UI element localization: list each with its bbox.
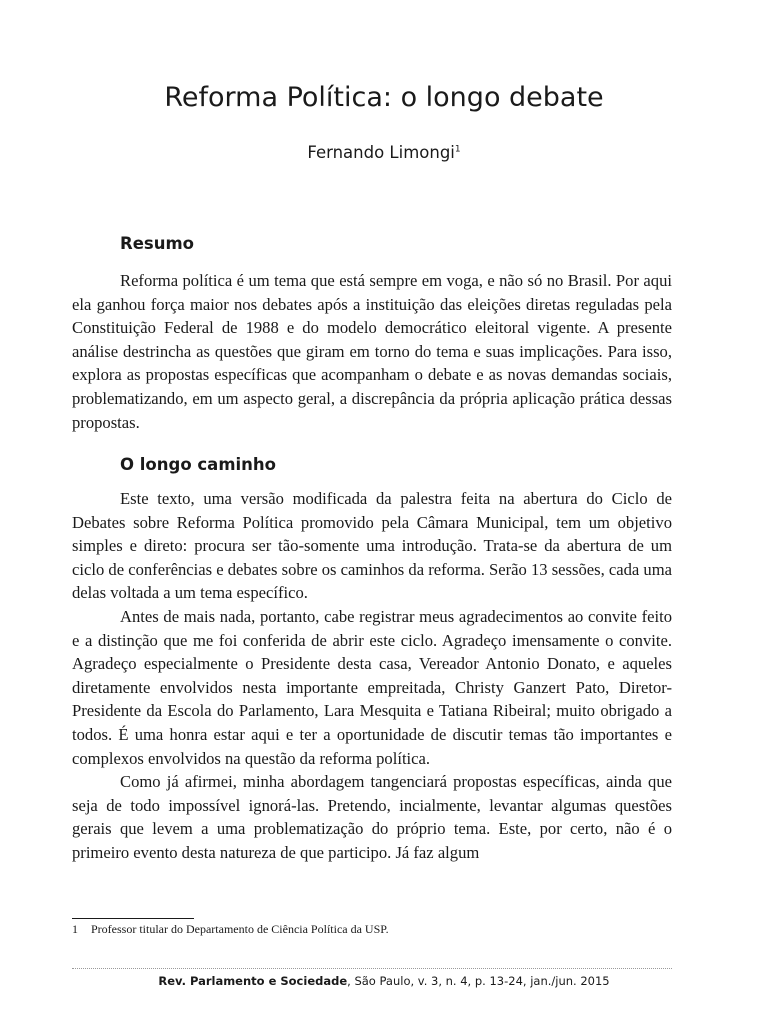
footnote-divider <box>72 918 194 919</box>
footer-citation: , São Paulo, v. 3, n. 4, p. 13-24, jan./jun. 2015 <box>347 974 610 988</box>
page-footer <box>0 974 768 988</box>
section-heading-resumo: Resumo <box>120 234 194 253</box>
body-paragraph: Como já afirmei, minha abordagem tangenciará propostas específicas, ainda que seja de todo impossível ignorá-las. Pretendo, incialmente, levantar algumas questões gerais que levem a uma problematização do próprio tema. Este, por certo, não é o primeiro evento desta natureza de que participo. Já faz algum <box>72 772 672 862</box>
article-title: Reforma Política: o longo debate <box>164 82 604 113</box>
abstract-text <box>72 269 672 434</box>
body-paragraph: Antes de mais nada, portanto, cabe registrar meus agradecimentos ao convite feito e a distinção que me foi conferida de abrir este ciclo. Agradeço imensamente o convite. Agradeço especialmente o Presidente desta casa, Vereador Antonio Donato, e aqueles diretamente envolvidos nesta importante empreitada, Christy Ganzert Pato, Diretor-Presidente da Escola do Parlamento, Lara Mesquita e Tatiana Ribeiral; muito obrigado a todos. É uma honra estar aqui e ter a oportunidade de discutir temas tão importantes e complexos envolvidos na questão da reforma política. <box>72 606 672 768</box>
footnote <box>72 922 672 937</box>
author-footnote-mark[interactable]: 1 <box>454 144 461 155</box>
footer-divider <box>72 968 672 969</box>
footer-journal: Rev. Parlamento e Sociedade <box>158 974 348 988</box>
body-paragraph: Este texto, uma versão modificada da palestra feita na abertura do Ciclo de Debates sobre Reforma Política promovido pela Câmara Municipal, tem um objetivo simples e direto: procura ser tão-somente uma introdução. Trata-se da abertura de um ciclo de conferências e debates sobre os caminhos da reforma. Serão 13 sessões, cada uma delas voltada a um tema específico. <box>72 489 672 603</box>
footnote-text: Professor titular do Departamento de Ciência Política da USP. <box>91 922 389 936</box>
article-author <box>0 143 768 162</box>
author-name: Fernando Limongi <box>307 143 455 162</box>
abstract-paragraph: Reforma política é um tema que está sempre em voga, e não só no Brasil. Por aqui ela ganhou força maior nos debates após a instituição das eleições diretas reguladas pela Constituição Federal de 1988 e do modelo democrático eleitoral vigente. A presente análise destrincha as questões que giram em torno do tema e suas implicações. Para isso, explora as propostas específicas que acompanham o debate e as novas demandas sociais, problematizando, em um aspecto geral, a discrepância da própria aplicação prática dessas propostas. <box>72 271 672 432</box>
section-heading-caminho: O longo caminho <box>120 455 276 474</box>
body-text <box>72 487 672 865</box>
footnote-number: 1 <box>72 922 78 936</box>
